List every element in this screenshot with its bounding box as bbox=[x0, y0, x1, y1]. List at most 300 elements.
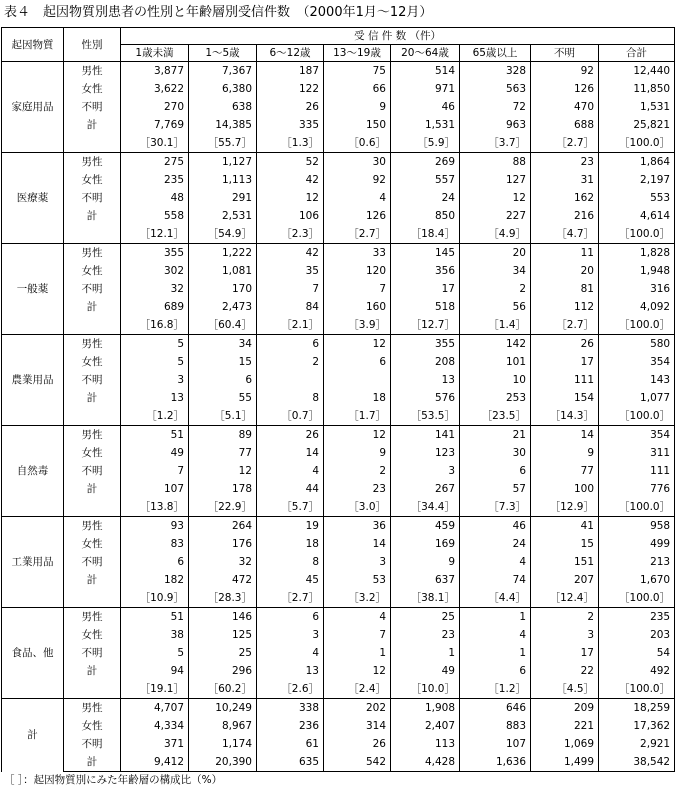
value-cell: 41 bbox=[531, 517, 599, 536]
value-cell: 146 bbox=[189, 608, 257, 627]
value-cell: 557 bbox=[391, 171, 460, 189]
value-cell: 38,542 bbox=[599, 753, 675, 772]
table-row bbox=[2, 626, 675, 644]
value-cell: 6 bbox=[189, 371, 257, 389]
sex-cell: 女性 bbox=[64, 171, 121, 189]
value-cell: 17 bbox=[531, 353, 599, 371]
value-cell: ［5.9］ bbox=[391, 134, 460, 153]
value-cell: 354 bbox=[599, 426, 675, 445]
value-cell: ［60.4］ bbox=[189, 316, 257, 335]
table-row bbox=[2, 444, 675, 462]
value-cell: ［28.3］ bbox=[189, 589, 257, 608]
value-cell: ［1.3］ bbox=[257, 134, 324, 153]
value-cell: 958 bbox=[599, 517, 675, 536]
sex-cell: 男性 bbox=[64, 62, 121, 81]
value-cell: 13 bbox=[121, 389, 189, 407]
value-cell: 459 bbox=[391, 517, 460, 536]
value-cell: 328 bbox=[460, 62, 531, 81]
category-cell: 食品、他 bbox=[2, 608, 64, 699]
value-cell: ［19.1］ bbox=[121, 680, 189, 699]
sex-cell: 不明 bbox=[64, 462, 121, 480]
value-cell: 18 bbox=[324, 389, 391, 407]
value-cell: 1,174 bbox=[189, 735, 257, 753]
sex-cell: 計 bbox=[64, 571, 121, 589]
column-header: 6～12歳 bbox=[257, 45, 324, 62]
value-cell: 113 bbox=[391, 735, 460, 753]
table-row bbox=[2, 316, 675, 335]
column-header: 13～19歳 bbox=[324, 45, 391, 62]
value-cell: 3,622 bbox=[121, 80, 189, 98]
value-cell: 77 bbox=[189, 444, 257, 462]
value-cell: 20,390 bbox=[189, 753, 257, 772]
value-cell: 26 bbox=[257, 426, 324, 445]
value-cell: ［7.3］ bbox=[460, 498, 531, 517]
value-cell: ［2.7］ bbox=[257, 589, 324, 608]
value-cell: 17,362 bbox=[599, 717, 675, 735]
value-cell: 9 bbox=[531, 444, 599, 462]
value-cell: 176 bbox=[189, 535, 257, 553]
value-cell: 42 bbox=[257, 171, 324, 189]
value-cell: 24 bbox=[391, 189, 460, 207]
value-cell: ［2.3］ bbox=[257, 225, 324, 244]
value-cell: 94 bbox=[121, 662, 189, 680]
category-cell: 一般薬 bbox=[2, 244, 64, 335]
value-cell: ［18.4］ bbox=[391, 225, 460, 244]
sex-cell: 不明 bbox=[64, 644, 121, 662]
value-cell: ［54.9］ bbox=[189, 225, 257, 244]
value-cell: 36 bbox=[324, 517, 391, 536]
value-cell: ［2.6］ bbox=[257, 680, 324, 699]
value-cell: 11 bbox=[531, 244, 599, 263]
value-cell: 4 bbox=[460, 553, 531, 571]
value-cell: ［10.9］ bbox=[121, 589, 189, 608]
column-header: 1～5歳 bbox=[189, 45, 257, 62]
value-cell: 46 bbox=[391, 98, 460, 116]
value-cell: 635 bbox=[257, 753, 324, 772]
value-cell: 12 bbox=[460, 189, 531, 207]
value-cell: 5 bbox=[121, 644, 189, 662]
value-cell: 269 bbox=[391, 153, 460, 172]
value-cell: 12 bbox=[324, 335, 391, 354]
table-row bbox=[2, 535, 675, 553]
value-cell: 178 bbox=[189, 480, 257, 498]
value-cell: 44 bbox=[257, 480, 324, 498]
table-row bbox=[2, 717, 675, 735]
value-cell: 54 bbox=[599, 644, 675, 662]
value-cell: 77 bbox=[531, 462, 599, 480]
value-cell: ［12.4］ bbox=[531, 589, 599, 608]
value-cell: 66 bbox=[324, 80, 391, 98]
value-cell: 208 bbox=[391, 353, 460, 371]
value-cell: 18,259 bbox=[599, 699, 675, 718]
value-cell: 4,092 bbox=[599, 298, 675, 316]
value-cell: 1,531 bbox=[599, 98, 675, 116]
value-cell: 542 bbox=[324, 753, 391, 772]
sex-cell: 男性 bbox=[64, 335, 121, 354]
value-cell: ［55.7］ bbox=[189, 134, 257, 153]
value-cell: 8,967 bbox=[189, 717, 257, 735]
value-cell: ［16.8］ bbox=[121, 316, 189, 335]
value-cell: 221 bbox=[531, 717, 599, 735]
sex-cell: 女性 bbox=[64, 444, 121, 462]
value-cell: ［2.4］ bbox=[324, 680, 391, 699]
value-cell: 19 bbox=[257, 517, 324, 536]
value-cell: 120 bbox=[324, 262, 391, 280]
table-row bbox=[2, 207, 675, 225]
value-cell: 57 bbox=[460, 480, 531, 498]
value-cell: ［100.0］ bbox=[599, 589, 675, 608]
value-cell: 48 bbox=[121, 189, 189, 207]
value-cell: 88 bbox=[460, 153, 531, 172]
value-cell: 354 bbox=[599, 353, 675, 371]
sex-cell bbox=[64, 680, 121, 699]
table-row bbox=[2, 389, 675, 407]
value-cell: 154 bbox=[531, 389, 599, 407]
value-cell: ［30.1］ bbox=[121, 134, 189, 153]
value-cell: 1,636 bbox=[460, 753, 531, 772]
value-cell: 111 bbox=[599, 462, 675, 480]
value-cell: 270 bbox=[121, 98, 189, 116]
value-cell: 52 bbox=[257, 153, 324, 172]
value-cell: 32 bbox=[121, 280, 189, 298]
header-sex: 性別 bbox=[64, 28, 121, 62]
value-cell: 11,850 bbox=[599, 80, 675, 98]
value-cell: 1,222 bbox=[189, 244, 257, 263]
sex-cell: 計 bbox=[64, 207, 121, 225]
table-row bbox=[2, 62, 675, 81]
table-title: 表４ 起因物質別患者の性別と年齢層別受信件数 （2000年1月～12月） bbox=[4, 5, 433, 20]
value-cell: 1,828 bbox=[599, 244, 675, 263]
value-cell: 13 bbox=[391, 371, 460, 389]
value-cell: 4,707 bbox=[121, 699, 189, 718]
sex-cell bbox=[64, 134, 121, 153]
table-row bbox=[2, 225, 675, 244]
value-cell: ［4.9］ bbox=[460, 225, 531, 244]
value-cell: 12 bbox=[257, 189, 324, 207]
value-cell: 24 bbox=[460, 535, 531, 553]
sex-cell: 計 bbox=[64, 753, 121, 772]
value-cell: 2,197 bbox=[599, 171, 675, 189]
value-cell: 143 bbox=[599, 371, 675, 389]
value-cell: 81 bbox=[531, 280, 599, 298]
value-cell: 236 bbox=[257, 717, 324, 735]
sex-cell: 男性 bbox=[64, 153, 121, 172]
value-cell: 227 bbox=[460, 207, 531, 225]
value-cell: ［100.0］ bbox=[599, 498, 675, 517]
table-row bbox=[2, 407, 675, 426]
value-cell: 4 bbox=[257, 462, 324, 480]
value-cell: 122 bbox=[257, 80, 324, 98]
value-cell: 1,670 bbox=[599, 571, 675, 589]
value-cell: 6 bbox=[257, 335, 324, 354]
table-row bbox=[2, 280, 675, 298]
table-row bbox=[2, 662, 675, 680]
sex-cell: 不明 bbox=[64, 371, 121, 389]
category-cell: 計 bbox=[2, 699, 64, 772]
value-cell: 112 bbox=[531, 298, 599, 316]
value-cell: 42 bbox=[257, 244, 324, 263]
value-cell: ［10.0］ bbox=[391, 680, 460, 699]
value-cell: 850 bbox=[391, 207, 460, 225]
sex-cell: 不明 bbox=[64, 735, 121, 753]
header-category: 起因物質 bbox=[2, 28, 64, 62]
value-cell: 61 bbox=[257, 735, 324, 753]
value-cell: 267 bbox=[391, 480, 460, 498]
value-cell: 151 bbox=[531, 553, 599, 571]
value-cell: 45 bbox=[257, 571, 324, 589]
value-cell: 84 bbox=[257, 298, 324, 316]
value-cell: 296 bbox=[189, 662, 257, 680]
value-cell: 5 bbox=[121, 335, 189, 354]
value-cell: ［2.7］ bbox=[324, 225, 391, 244]
value-cell: ［2.1］ bbox=[257, 316, 324, 335]
table-row bbox=[2, 426, 675, 445]
value-cell: 53 bbox=[324, 571, 391, 589]
category-cell: 自然毒 bbox=[2, 426, 64, 517]
value-cell: 160 bbox=[324, 298, 391, 316]
sex-cell: 計 bbox=[64, 389, 121, 407]
value-cell: 101 bbox=[460, 353, 531, 371]
value-cell: 4,428 bbox=[391, 753, 460, 772]
value-cell: ［0.7］ bbox=[257, 407, 324, 426]
value-cell: 72 bbox=[460, 98, 531, 116]
value-cell: 576 bbox=[391, 389, 460, 407]
value-cell: 553 bbox=[599, 189, 675, 207]
value-cell bbox=[324, 371, 391, 389]
value-cell: 30 bbox=[460, 444, 531, 462]
value-cell: 23 bbox=[391, 626, 460, 644]
table-row bbox=[2, 498, 675, 517]
value-cell: 4 bbox=[460, 626, 531, 644]
value-cell: 275 bbox=[121, 153, 189, 172]
value-cell: 26 bbox=[257, 98, 324, 116]
value-cell: 291 bbox=[189, 189, 257, 207]
value-cell: ［53.5］ bbox=[391, 407, 460, 426]
table-row bbox=[2, 462, 675, 480]
value-cell: ［3.2］ bbox=[324, 589, 391, 608]
sex-cell: 計 bbox=[64, 480, 121, 498]
value-cell: 26 bbox=[324, 735, 391, 753]
value-cell: 971 bbox=[391, 80, 460, 98]
value-cell: 311 bbox=[599, 444, 675, 462]
value-cell: 15 bbox=[531, 535, 599, 553]
value-cell: 25,821 bbox=[599, 116, 675, 134]
value-cell: 123 bbox=[391, 444, 460, 462]
value-cell: 3 bbox=[324, 553, 391, 571]
value-cell: 3 bbox=[391, 462, 460, 480]
value-cell: 1,113 bbox=[189, 171, 257, 189]
value-cell: 883 bbox=[460, 717, 531, 735]
value-cell: 492 bbox=[599, 662, 675, 680]
value-cell: 9 bbox=[391, 553, 460, 571]
value-cell: 125 bbox=[189, 626, 257, 644]
value-cell: 209 bbox=[531, 699, 599, 718]
value-cell: 33 bbox=[324, 244, 391, 263]
value-cell: 23 bbox=[324, 480, 391, 498]
value-cell: 689 bbox=[121, 298, 189, 316]
value-cell: 518 bbox=[391, 298, 460, 316]
table-row bbox=[2, 371, 675, 389]
value-cell: ［38.1］ bbox=[391, 589, 460, 608]
column-header: 1歳未満 bbox=[121, 45, 189, 62]
value-cell: 4,334 bbox=[121, 717, 189, 735]
value-cell: 75 bbox=[324, 62, 391, 81]
value-cell: 92 bbox=[324, 171, 391, 189]
value-cell: 7 bbox=[121, 462, 189, 480]
sex-cell: 女性 bbox=[64, 353, 121, 371]
value-cell: 6 bbox=[460, 462, 531, 480]
value-cell: 18 bbox=[257, 535, 324, 553]
value-cell: 32 bbox=[189, 553, 257, 571]
table-row bbox=[2, 116, 675, 134]
value-cell: ［2.7］ bbox=[531, 134, 599, 153]
value-cell: 356 bbox=[391, 262, 460, 280]
value-cell: 638 bbox=[189, 98, 257, 116]
value-cell: 6 bbox=[460, 662, 531, 680]
value-cell: 6 bbox=[324, 353, 391, 371]
value-cell: 1,908 bbox=[391, 699, 460, 718]
sex-cell: 不明 bbox=[64, 553, 121, 571]
sex-cell: 不明 bbox=[64, 98, 121, 116]
value-cell: ［22.9］ bbox=[189, 498, 257, 517]
value-cell: 7 bbox=[324, 626, 391, 644]
value-cell: ［100.0］ bbox=[599, 680, 675, 699]
category-cell: 農業用品 bbox=[2, 335, 64, 426]
category-cell: 医療薬 bbox=[2, 153, 64, 244]
table-row bbox=[2, 335, 675, 354]
value-cell: 371 bbox=[121, 735, 189, 753]
value-cell: 12 bbox=[189, 462, 257, 480]
value-cell: 55 bbox=[189, 389, 257, 407]
value-cell: 49 bbox=[391, 662, 460, 680]
value-cell: 169 bbox=[391, 535, 460, 553]
value-cell: 100 bbox=[531, 480, 599, 498]
table-row bbox=[2, 644, 675, 662]
value-cell: 563 bbox=[460, 80, 531, 98]
table-row bbox=[2, 735, 675, 753]
value-cell: 1,499 bbox=[531, 753, 599, 772]
value-cell: 31 bbox=[531, 171, 599, 189]
sex-cell: 計 bbox=[64, 298, 121, 316]
value-cell: 56 bbox=[460, 298, 531, 316]
value-cell: 20 bbox=[460, 244, 531, 263]
value-cell: 74 bbox=[460, 571, 531, 589]
value-cell: 8 bbox=[257, 389, 324, 407]
table-row bbox=[2, 571, 675, 589]
value-cell: 12,440 bbox=[599, 62, 675, 81]
value-cell: 264 bbox=[189, 517, 257, 536]
value-cell: ［2.7］ bbox=[531, 316, 599, 335]
sex-cell bbox=[64, 407, 121, 426]
value-cell: 1,948 bbox=[599, 262, 675, 280]
value-cell: ［4.7］ bbox=[531, 225, 599, 244]
value-cell: 141 bbox=[391, 426, 460, 445]
value-cell: 5 bbox=[121, 353, 189, 371]
table-row bbox=[2, 98, 675, 116]
value-cell: 1,127 bbox=[189, 153, 257, 172]
value-cell: 107 bbox=[121, 480, 189, 498]
table-row bbox=[2, 171, 675, 189]
value-cell: 23 bbox=[531, 153, 599, 172]
table-row bbox=[2, 353, 675, 371]
table-row bbox=[2, 189, 675, 207]
value-cell: 2 bbox=[324, 462, 391, 480]
value-cell: 15 bbox=[189, 353, 257, 371]
value-cell: 9 bbox=[324, 444, 391, 462]
value-cell: ［5.7］ bbox=[257, 498, 324, 517]
header-group: 受 信 件 数 （件） bbox=[121, 28, 675, 45]
value-cell: 1,077 bbox=[599, 389, 675, 407]
value-cell: 49 bbox=[121, 444, 189, 462]
value-cell: 2 bbox=[531, 608, 599, 627]
value-cell: 207 bbox=[531, 571, 599, 589]
value-cell: 7,367 bbox=[189, 62, 257, 81]
value-cell: 83 bbox=[121, 535, 189, 553]
value-cell: 106 bbox=[257, 207, 324, 225]
value-cell: 1 bbox=[391, 644, 460, 662]
value-cell: ［100.0］ bbox=[599, 316, 675, 335]
sex-cell: 男性 bbox=[64, 517, 121, 536]
value-cell: 1 bbox=[460, 608, 531, 627]
value-cell: 51 bbox=[121, 608, 189, 627]
value-cell: 25 bbox=[189, 644, 257, 662]
value-cell: 355 bbox=[121, 244, 189, 263]
value-cell: 10,249 bbox=[189, 699, 257, 718]
table-row bbox=[2, 480, 675, 498]
table-row bbox=[2, 680, 675, 699]
value-cell: 34 bbox=[189, 335, 257, 354]
value-cell: 2 bbox=[257, 353, 324, 371]
value-cell: ［4.5］ bbox=[531, 680, 599, 699]
value-cell: 314 bbox=[324, 717, 391, 735]
value-cell: 253 bbox=[460, 389, 531, 407]
value-cell: 107 bbox=[460, 735, 531, 753]
value-cell: 127 bbox=[460, 171, 531, 189]
value-cell: 9 bbox=[324, 98, 391, 116]
sex-cell: 男性 bbox=[64, 244, 121, 263]
sex-cell bbox=[64, 498, 121, 517]
sex-cell bbox=[64, 225, 121, 244]
value-cell: ［100.0］ bbox=[599, 134, 675, 153]
value-cell: 13 bbox=[257, 662, 324, 680]
column-header: 65歳以上 bbox=[460, 45, 531, 62]
sex-cell: 計 bbox=[64, 116, 121, 134]
value-cell: 7 bbox=[257, 280, 324, 298]
value-cell: 1,069 bbox=[531, 735, 599, 753]
value-cell: 6,380 bbox=[189, 80, 257, 98]
value-cell: 963 bbox=[460, 116, 531, 134]
value-cell: ［1.7］ bbox=[324, 407, 391, 426]
value-cell: ［1.2］ bbox=[460, 680, 531, 699]
value-cell: ［100.0］ bbox=[599, 225, 675, 244]
sex-cell: 女性 bbox=[64, 626, 121, 644]
table-row bbox=[2, 517, 675, 536]
value-cell: 17 bbox=[531, 644, 599, 662]
value-cell: 235 bbox=[599, 608, 675, 627]
table-row bbox=[2, 608, 675, 627]
value-cell: 4 bbox=[324, 189, 391, 207]
sex-cell: 男性 bbox=[64, 608, 121, 627]
value-cell: 213 bbox=[599, 553, 675, 571]
category-cell: 工業用品 bbox=[2, 517, 64, 608]
value-cell: 38 bbox=[121, 626, 189, 644]
value-cell: ［3.7］ bbox=[460, 134, 531, 153]
value-cell: 17 bbox=[391, 280, 460, 298]
value-cell: 12 bbox=[324, 662, 391, 680]
value-cell: 202 bbox=[324, 699, 391, 718]
value-cell: 1,531 bbox=[391, 116, 460, 134]
table-row bbox=[2, 244, 675, 263]
